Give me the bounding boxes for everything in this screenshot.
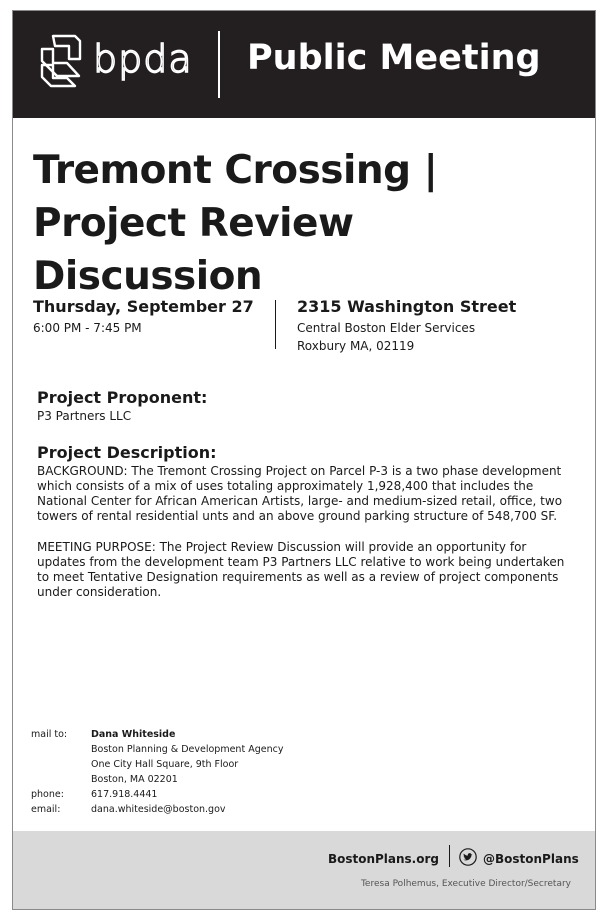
- contact-org-row: [31, 742, 283, 757]
- contact-spacer: [31, 757, 91, 772]
- proponent-section: [37, 388, 577, 424]
- location-block: [297, 297, 516, 355]
- proponent-name: P3 Partners LLC: [37, 409, 132, 423]
- contact-address1-row: [31, 757, 283, 772]
- contact-name: Dana Whiteside: [91, 729, 176, 740]
- footer-divider: [449, 845, 450, 867]
- description-heading: Project Description:: [37, 443, 217, 462]
- twitter-bird-icon: [459, 848, 477, 866]
- description-section: [37, 443, 577, 600]
- meeting-title-line2: Project Review Discussion: [33, 201, 354, 299]
- description-background: BACKGROUND: The Tremont Crossing Project on Parcel P-3 is a two phase development which consists of a mix of uses totaling approximately 1,928,400 that includes the National Center for African American Artists, large- and medium-sized retail, office, two towers of rental residential unts and an above ground parking structure of 548,700 SF.: [37, 464, 563, 523]
- meeting-street: 2315 Washington Street: [297, 297, 517, 316]
- contact-address2: Boston, MA 02201: [91, 774, 178, 785]
- date-block: [33, 297, 254, 337]
- flyer: [12, 10, 596, 910]
- description-purpose: MEETING PURPOSE: The Project Review Discussion will provide an opportunity for updates from the development team P3 Partners LLC relative to work being undertaken to meet Tentative Designation requirements as well as a review of project components under consideration.: [37, 540, 565, 599]
- bpda-logo-icon: [39, 33, 83, 89]
- meeting-time: 6:00 PM - 7:45 PM: [33, 321, 142, 335]
- brand-wordmark: bpda: [93, 37, 193, 81]
- date-location-divider: [275, 300, 276, 349]
- meeting-city: Roxbury MA, 02119: [297, 339, 415, 353]
- header-divider: [218, 31, 220, 98]
- meeting-title-line1: Tremont Crossing |: [33, 148, 438, 193]
- email-label: email:: [31, 804, 61, 815]
- contact-address2-row: [31, 772, 283, 787]
- contact-org: Boston Planning & Development Agency: [91, 744, 284, 755]
- executive-director-credit: Teresa Polhemus, Executive Director/Secretary: [360, 879, 571, 889]
- phone-label: phone:: [31, 789, 64, 800]
- contact-spacer: [31, 772, 91, 787]
- website-link[interactable]: BostonPlans.org: [327, 852, 439, 866]
- contact-email[interactable]: dana.whiteside@boston.gov: [91, 804, 226, 815]
- meeting-title: [33, 144, 595, 303]
- twitter-handle[interactable]: @BostonPlans: [483, 852, 579, 866]
- proponent-heading: Project Proponent:: [37, 388, 208, 407]
- header-bar: [13, 11, 595, 118]
- contact-mail-row: [31, 727, 283, 742]
- contact-phone-row: [31, 787, 283, 802]
- contact-email-row: [31, 802, 283, 817]
- mail-label: mail to:: [31, 729, 68, 740]
- meeting-venue: Central Boston Elder Services: [297, 321, 476, 335]
- contact-spacer: [31, 742, 91, 757]
- contact-block: [31, 727, 283, 817]
- contact-address1: One City Hall Square, 9th Floor: [91, 759, 239, 770]
- meeting-date: Thursday, September 27: [33, 297, 254, 316]
- contact-phone: 617.918.4441: [91, 789, 158, 800]
- footer-bar: [13, 831, 595, 909]
- header-title: Public Meeting: [247, 38, 541, 78]
